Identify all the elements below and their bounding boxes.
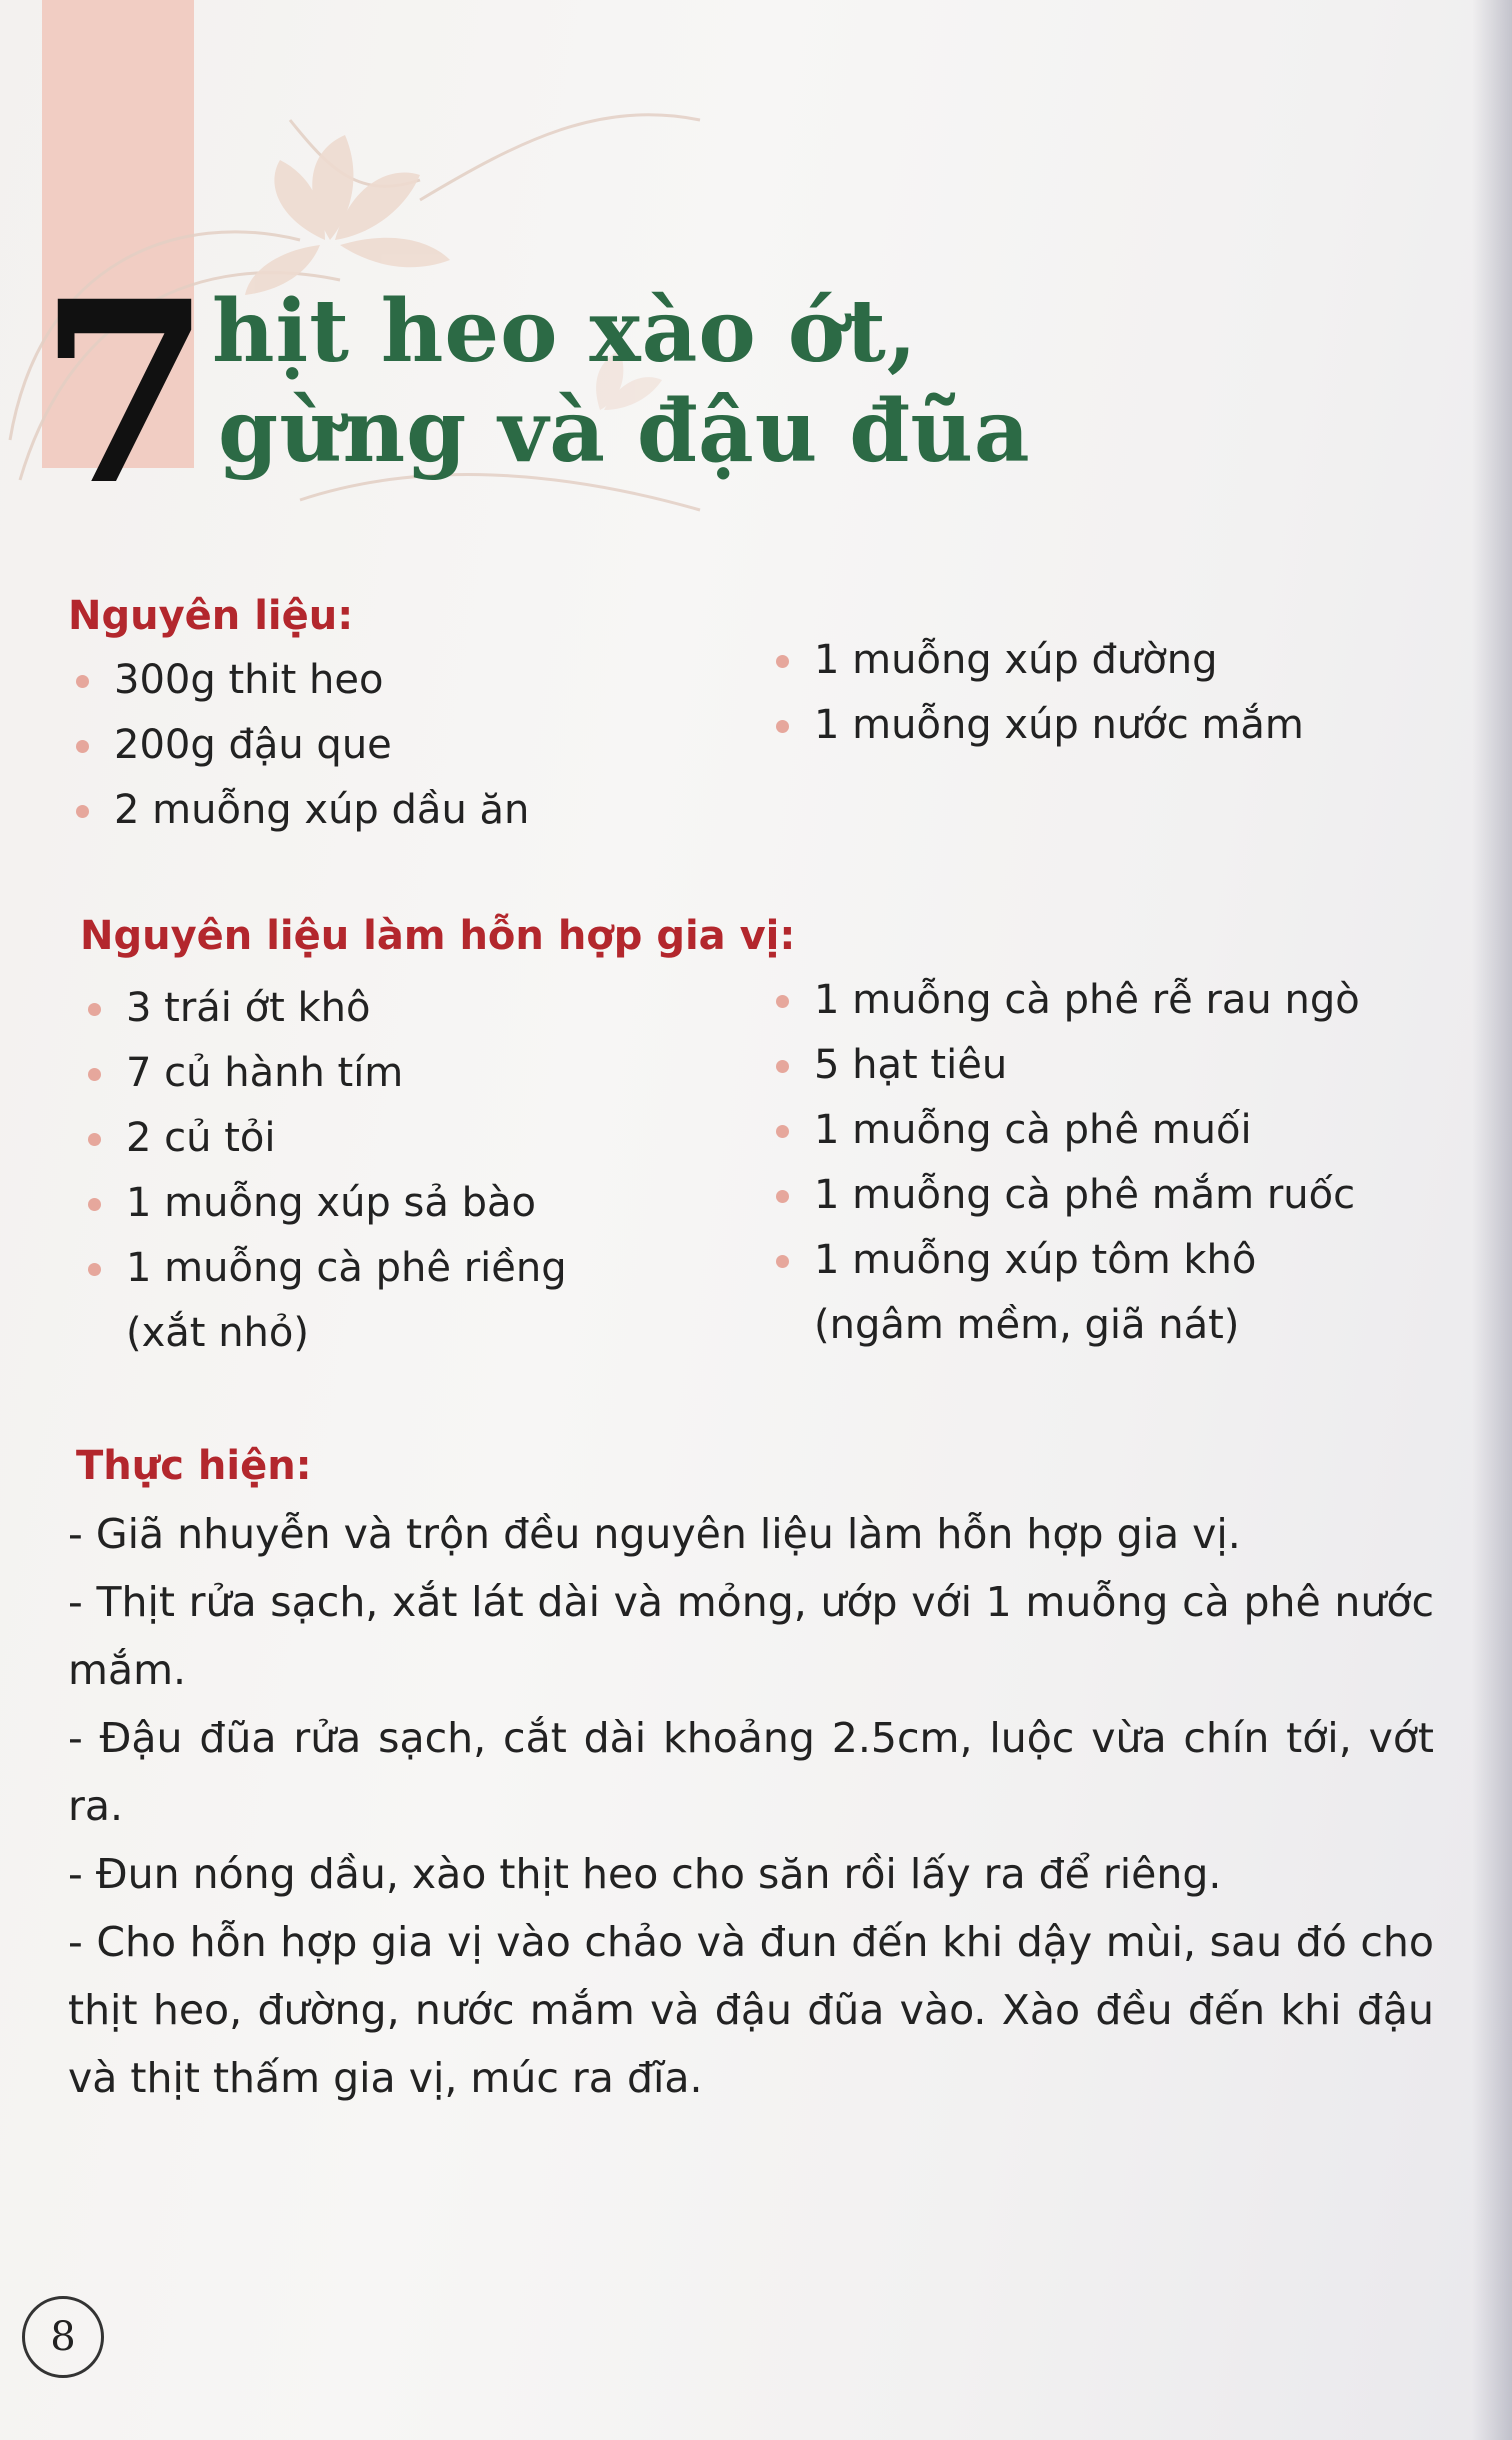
list-item: 1 muỗng xúp nước mắm xyxy=(768,693,1304,758)
list-item: 1 muỗng xúp sả bào xyxy=(80,1171,567,1236)
method-step: - Giã nhuyễn và trộn đều nguyên liệu làm hỗn hợp gia vị. xyxy=(68,1510,1241,1558)
bullet-icon xyxy=(76,675,89,688)
recipe-title-line-2: gừng và đậu đũa xyxy=(218,381,1031,482)
list-item: 1 muỗng xúp tôm khô (ngâm mềm, giã nát) xyxy=(768,1228,1360,1358)
bullet-icon xyxy=(776,1190,789,1203)
list-item: 3 trái ớt khô xyxy=(80,976,567,1041)
list-item: 7 củ hành tím xyxy=(80,1041,567,1106)
bullet-icon xyxy=(88,1198,101,1211)
recipe-number: 7 xyxy=(38,246,212,540)
recipe-title-line-1: hịt heo xào ớt, xyxy=(212,281,918,382)
page-edge-shadow xyxy=(1472,0,1512,2440)
bullet-icon xyxy=(776,655,789,668)
spice-left-list xyxy=(80,976,567,1366)
bullet-icon xyxy=(776,1060,789,1073)
bullet-icon xyxy=(88,1133,101,1146)
list-item: 300g thit heo xyxy=(68,648,529,713)
list-item: 5 hạt tiêu xyxy=(768,1033,1360,1098)
list-item: 1 muỗng cà phê muối xyxy=(768,1098,1360,1163)
bullet-icon xyxy=(776,720,789,733)
bullet-icon xyxy=(776,1255,789,1268)
list-item: 2 củ tỏi xyxy=(80,1106,567,1171)
bullet-icon xyxy=(776,1125,789,1138)
list-item: 1 muỗng cà phê mắm ruốc xyxy=(768,1163,1360,1228)
page-number: 8 xyxy=(22,2296,104,2378)
method-step: - Đun nóng dầu, xào thịt heo cho săn rồi lấy ra để riêng. xyxy=(68,1850,1222,1898)
bullet-icon xyxy=(776,995,789,1008)
ingredients-right-list xyxy=(768,628,1304,758)
spice-right-list xyxy=(768,968,1360,1358)
method-step: - Cho hỗn hợp gia vị vào chảo và đun đến khi dậy mùi, sau đó cho thịt heo, đường, nước mắm và đậu đũa vào. Xào đều đến khi đậu và thịt thấm gia vị, múc ra đĩa. xyxy=(68,1918,1434,2102)
method-step: - Đậu đũa rửa sạch, cắt dài khoảng 2.5cm, luộc vừa chín tới, vớt ra. xyxy=(68,1714,1434,1830)
method-step: - Thịt rửa sạch, xắt lát dài và mỏng, ướp với 1 muỗng cà phê nước mắm. xyxy=(68,1578,1434,1694)
list-item: 200g đậu que xyxy=(68,713,529,778)
list-item: 1 muỗng cà phê riềng (xắt nhỏ) xyxy=(80,1236,567,1366)
method-steps xyxy=(68,1500,1434,2112)
bullet-icon xyxy=(76,805,89,818)
bullet-icon xyxy=(88,1263,101,1276)
method-heading: Thực hiện: xyxy=(76,1443,312,1489)
list-item: 1 muỗng cà phê rễ rau ngò xyxy=(768,968,1360,1033)
list-item: 1 muỗng xúp đường xyxy=(768,628,1304,693)
bullet-icon xyxy=(88,1003,101,1016)
spice-mix-heading: Nguyên liệu làm hỗn hợp gia vị: xyxy=(80,913,796,959)
ingredients-heading: Nguyên liệu: xyxy=(68,593,354,639)
list-item: 2 muỗng xúp dầu ăn xyxy=(68,778,529,843)
bullet-icon xyxy=(76,740,89,753)
ingredients-left-list xyxy=(68,648,529,843)
bullet-icon xyxy=(88,1068,101,1081)
